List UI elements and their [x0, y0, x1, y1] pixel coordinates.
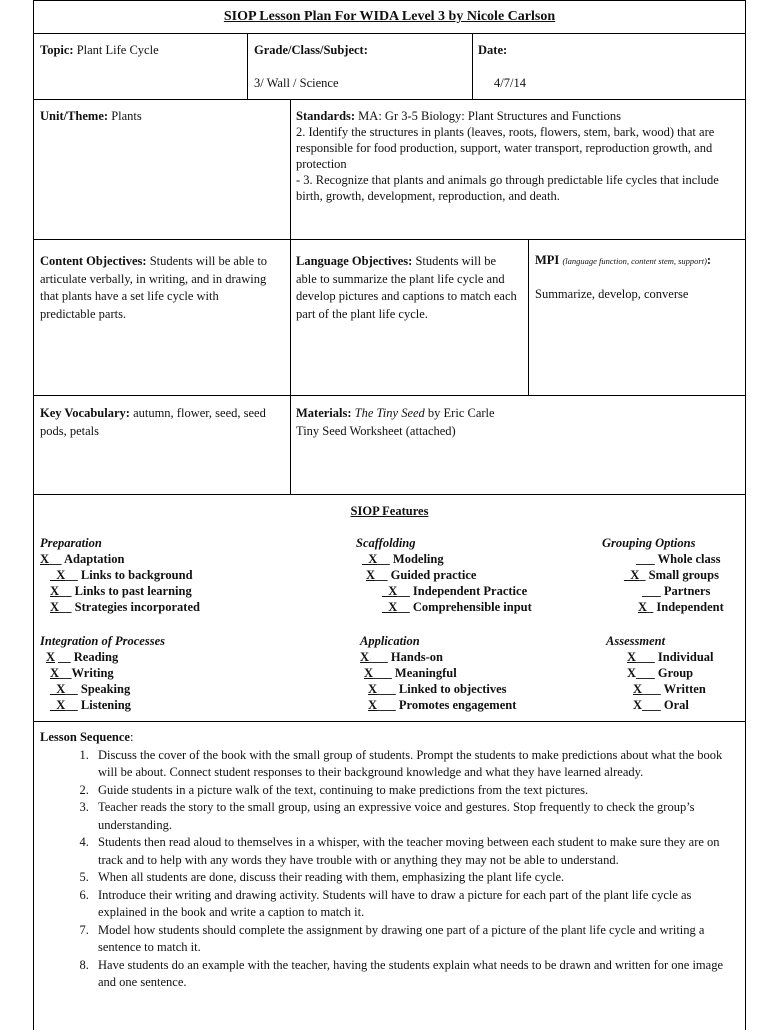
lesson-sequence [40, 729, 740, 992]
checklist-item [360, 681, 516, 697]
lesson-sequence-colon: : [129, 730, 134, 744]
item-label: _ Small groups [639, 568, 719, 582]
row-divider [34, 239, 745, 240]
check-mark: _X [50, 682, 66, 696]
topic-cell [40, 42, 245, 58]
standards-line1: MA: Gr 3-5 Biology: Plant Structures and Functions [358, 109, 622, 123]
mpi-value: Summarize, develop, converse [535, 287, 689, 301]
lesson-sequence-label: Lesson Sequence [40, 730, 130, 744]
item-label: __Writing [59, 666, 114, 680]
item-label: ___ Hands-on [369, 650, 444, 664]
checklist-item [356, 599, 532, 615]
materials-label: Materials: [296, 406, 352, 420]
grade-value: 3/ Wall / Science [254, 76, 339, 90]
vocabulary-label: Key Vocabulary: [40, 406, 130, 420]
lesson-steps [40, 747, 740, 992]
checklist-item [40, 649, 165, 665]
item-label: __ Guided practice [375, 568, 477, 582]
date-label: Date: [478, 43, 508, 57]
col-divider [472, 33, 473, 99]
integration-group [40, 633, 165, 713]
item-label: ___ Linked to objectives [377, 682, 507, 696]
checklist-item [360, 649, 516, 665]
check-mark: X [368, 698, 378, 712]
mpi-cell [535, 252, 743, 302]
date-value: 4/7/14 [494, 76, 526, 90]
topic-label: Topic: [40, 43, 74, 57]
check-mark: X [633, 698, 643, 712]
unit-label: Unit/Theme: [40, 109, 109, 123]
checklist-item [606, 649, 714, 665]
check-mark: X [627, 650, 637, 664]
border-top [34, 0, 745, 1]
item-label: __ Links to background [65, 568, 193, 582]
col-divider [290, 99, 291, 494]
application-heading: Application [360, 634, 420, 648]
item-label: __ Modeling [377, 552, 444, 566]
assessment-group [606, 633, 714, 713]
item-label: __ Links to past learning [59, 584, 192, 598]
checklist-item [602, 551, 724, 567]
checklist-item [40, 697, 165, 713]
lesson-step: 5. When all students are done, discuss their reading with them, emphasizing the plant life cycle. [92, 869, 740, 887]
scaffolding-heading: Scaffolding [356, 536, 416, 550]
checklist-item [40, 681, 165, 697]
row-divider [34, 494, 745, 495]
materials-cell [296, 405, 736, 440]
materials-line2: Tiny Seed Worksheet (attached) [296, 423, 456, 438]
checklist-item [40, 665, 165, 681]
item-label: ___ Promotes engagement [377, 698, 517, 712]
integration-heading: Integration of Processes [40, 634, 165, 648]
row-divider [34, 721, 745, 722]
unit-cell [40, 108, 285, 124]
check-mark: _X [50, 698, 66, 712]
content-objectives-cell [40, 253, 270, 323]
check-mark: _X [50, 568, 66, 582]
content-objectives-label: Content Objectives: [40, 254, 147, 268]
grouping-heading: Grouping Options [602, 536, 696, 550]
lesson-step: 4. Students then read aloud to themselves in a whisper, with the teacher moving between each student to make sure they are on track and to help with any words they have trouble with or anything they may not be able to understand. [92, 834, 740, 869]
checklist-item [606, 697, 714, 713]
lesson-plan-page [33, 0, 746, 1030]
check-mark: X [366, 568, 376, 582]
language-objectives-value: Students will be able to summarize the plant life cycle and develop pictures and captions to match each part of the plant life cycle. [296, 254, 517, 321]
item-label: ___ Individual [636, 650, 714, 664]
preparation-group [40, 535, 200, 615]
date-cell [478, 42, 738, 91]
check-mark: _X [362, 552, 378, 566]
row-divider [34, 99, 745, 100]
item-label: ___ Group [636, 666, 694, 680]
vocabulary-value: autumn, flower, seed, seed pods, petals [40, 406, 266, 438]
check-mark: X [368, 682, 378, 696]
lesson-step: 2. Guide students in a picture walk of the text, continuing to make predictions from the text pictures. [92, 782, 740, 800]
check-mark: X [50, 584, 60, 598]
checklist-item [356, 583, 532, 599]
col-divider [247, 33, 248, 99]
unit-value: Plants [111, 109, 142, 123]
check-mark: X [360, 650, 370, 664]
mpi-note: (language function, content stem, support) [562, 256, 707, 266]
item-label: Partners [660, 584, 711, 598]
item-label: __ Adaptation [49, 552, 125, 566]
check-mark: X [638, 600, 648, 614]
item-label: ___ Oral [642, 698, 689, 712]
standards-cell [296, 108, 742, 204]
checklist-item [360, 665, 516, 681]
item-label: _ Independent [647, 600, 724, 614]
assessment-heading: Assessment [606, 634, 666, 648]
checklist-item [602, 583, 724, 599]
row-divider [34, 33, 745, 34]
language-objectives-cell [296, 253, 518, 323]
checklist-item [606, 665, 714, 681]
row-divider [34, 395, 745, 396]
grade-cell [254, 42, 469, 91]
item-label: ___ Meaningful [373, 666, 457, 680]
checklist-item [356, 567, 532, 583]
application-group [360, 633, 516, 713]
lesson-step: 8. Have students do an example with the teacher, having the students explain what needs to be drawn and written for one image and one sentence. [92, 957, 740, 992]
standards-line2: 2. Identify the structures in plants (leaves, roots, flowers, stem, bark, wood) that are responsible for food production, support, water transport, reproduction growth, and protection [296, 125, 715, 171]
col-divider [528, 239, 529, 395]
grade-label: Grade/Class/Subject: [254, 43, 368, 57]
language-objectives-label: Language Objectives: [296, 254, 413, 268]
lesson-step: 1. Discuss the cover of the book with the small group of students. Prompt the students to make predictions about what the book will be about. Connect student responses to their background knowledge and what they have learned already. [92, 747, 740, 782]
check-mark: _X [382, 600, 398, 614]
item-label: __ Comprehensible input [397, 600, 532, 614]
check-mark: ___ [636, 552, 655, 566]
check-mark: X [50, 666, 60, 680]
item-label: Whole class [654, 552, 721, 566]
item-label: __ Strategies incorporated [59, 600, 200, 614]
lesson-step: 3. Teacher reads the story to the small group, using an expressive voice and gestures. Stop frequently to check the group’s understanding. [92, 799, 740, 834]
checklist-item [40, 599, 200, 615]
grouping-group [602, 535, 724, 615]
item-label: __ Reading [55, 650, 119, 664]
siop-features-title: SIOP Features [350, 504, 429, 518]
check-mark: ___ [642, 584, 661, 598]
check-mark: X [40, 552, 50, 566]
checklist-item [602, 567, 724, 583]
vocabulary-cell [40, 405, 285, 440]
topic-value: Plant Life Cycle [76, 43, 159, 57]
checklist-item [356, 551, 532, 567]
materials-by: by Eric Carle [427, 406, 495, 420]
check-mark: X [364, 666, 374, 680]
check-mark: X [633, 682, 643, 696]
check-mark: _X [624, 568, 640, 582]
preparation-heading: Preparation [40, 536, 102, 550]
content-objectives-value: Students will be able to articulate verbally, in writing, and in drawing that plants have a set life cycle with predictable parts. [40, 254, 268, 321]
check-mark: X [50, 600, 60, 614]
page-title: SIOP Lesson Plan For WIDA Level 3 by Nicole Carlson [223, 9, 556, 24]
materials-book: The Tiny Seed [354, 406, 425, 420]
checklist-item [602, 599, 724, 615]
lesson-step: 7. Model how students should complete the assignment by drawing one part of a picture of the plant life cycle and writing a sentence to match it. [92, 922, 740, 957]
item-label: __ Listening [65, 698, 131, 712]
checklist-item [40, 551, 200, 567]
standards-label: Standards: [296, 109, 356, 123]
lesson-step: 6. Introduce their writing and drawing activity. Students will have to draw a picture for each part of the plant life cycle as explained in the book and write a caption to match it. [92, 887, 740, 922]
checklist-item [360, 697, 516, 713]
check-mark: X [46, 650, 56, 664]
mpi-label: MPI [535, 253, 560, 267]
item-label: ___ Written [642, 682, 706, 696]
item-label: __ Independent Practice [397, 584, 528, 598]
check-mark: X [627, 666, 637, 680]
mpi-colon: : [706, 253, 712, 267]
item-label: __ Speaking [65, 682, 131, 696]
scaffolding-group [356, 535, 532, 615]
checklist-item [606, 681, 714, 697]
checklist-item [40, 583, 200, 599]
checklist-item [40, 567, 200, 583]
check-mark: _X [382, 584, 398, 598]
standards-line3: - 3. Recognize that plants and animals go through predictable life cycles that include birth, growth, development, reproduction, and death. [296, 173, 719, 203]
